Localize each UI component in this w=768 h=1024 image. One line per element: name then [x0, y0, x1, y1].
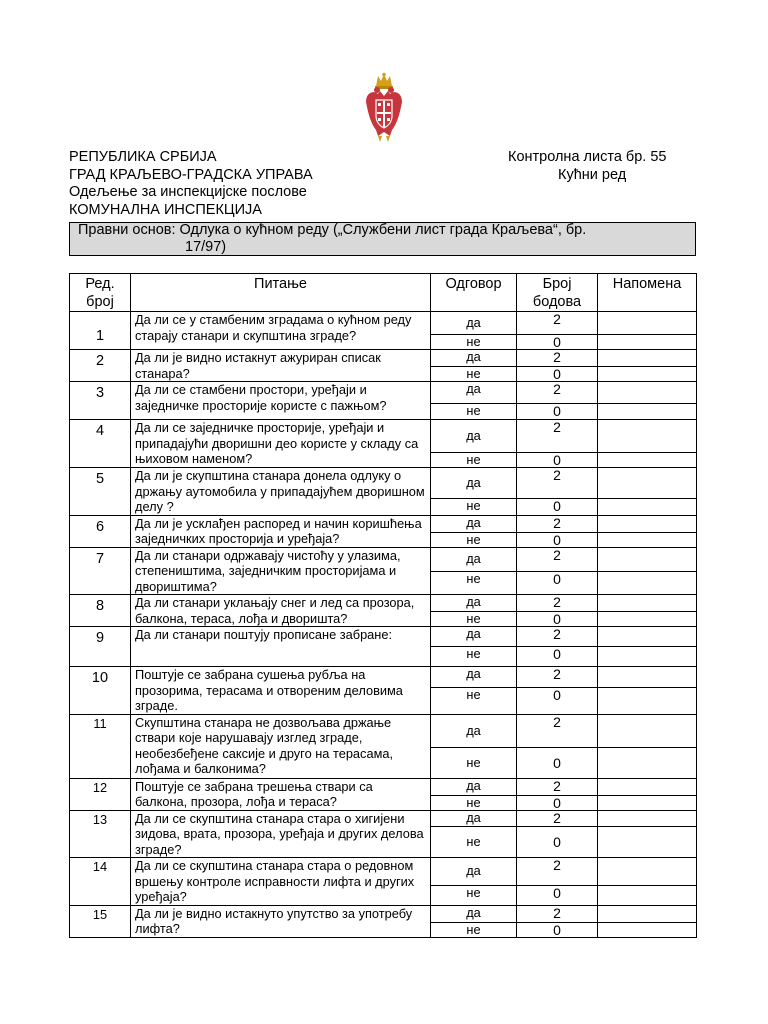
- table-row: [70, 858, 697, 886]
- note-cell[interactable]: [598, 350, 697, 367]
- answer-no[interactable]: не: [431, 826, 517, 857]
- answer-yes[interactable]: да: [431, 468, 517, 499]
- points-no: 0: [517, 747, 598, 778]
- question-text: Да ли се стамбени простори, уређаји и заједничке просторије користе с пажњом?: [131, 382, 431, 420]
- department-heading: Одељење за инспекцијске послове: [69, 184, 307, 200]
- legal-basis-line-2: 17/97): [185, 239, 227, 255]
- note-cell[interactable]: [598, 687, 697, 714]
- question-text: Да ли станари поштују прописане забране:: [131, 627, 431, 667]
- row-number: 5: [70, 468, 131, 516]
- row-number: 6: [70, 515, 131, 547]
- row-number: 3: [70, 382, 131, 420]
- points-no: 0: [517, 647, 598, 667]
- points-yes: 2: [517, 714, 598, 747]
- checklist-title: Кућни ред: [558, 167, 627, 183]
- points-yes: 2: [517, 547, 598, 572]
- note-cell[interactable]: [598, 647, 697, 667]
- note-cell[interactable]: [598, 367, 697, 382]
- table-row: [70, 468, 697, 499]
- question-text: Да ли се у стамбеним зградама о кућном реду старају станари и скупштина зграде?: [131, 312, 431, 350]
- answer-no[interactable]: не: [431, 885, 517, 905]
- table-row: [70, 627, 697, 647]
- question-text: Да ли се заједничке просторије, уређаји и припадајући дворишни део користе у складу са њиховом наменом?: [131, 420, 431, 468]
- note-cell[interactable]: [598, 382, 697, 404]
- checklist-table: [69, 273, 697, 938]
- answer-no[interactable]: не: [431, 453, 517, 468]
- points-yes: 2: [517, 312, 598, 335]
- points-no: 0: [517, 572, 598, 595]
- note-cell[interactable]: [598, 905, 697, 922]
- question-text: Да ли је усклађен распоред и начин коришћења заједничких просторија и уређаја?: [131, 515, 431, 547]
- answer-no[interactable]: не: [431, 367, 517, 382]
- checklist-number: Контролна листа бр. 55: [508, 149, 667, 165]
- points-yes: 2: [517, 595, 598, 612]
- question-text: Да ли станари одржавају чистоћу у улазима, степеништима, заједничким просторијама и двориштима?: [131, 547, 431, 595]
- answer-no[interactable]: не: [431, 747, 517, 778]
- column-header-note: Напомена: [598, 274, 697, 312]
- points-no: 0: [517, 453, 598, 468]
- question-text: Поштује се забрана сушења рубља на прозорима, терасама и отвореним деловима зграде.: [131, 667, 431, 715]
- column-header-answer: Одговор: [431, 274, 517, 312]
- row-number: 2: [70, 350, 131, 382]
- note-cell[interactable]: [598, 532, 697, 547]
- row-number: 8: [70, 595, 131, 627]
- answer-yes[interactable]: да: [431, 810, 517, 826]
- points-no: 0: [517, 885, 598, 905]
- question-text: Да ли је скупштина станара донела одлуку о држању аутомобила у припадајућем дворишном делу ?: [131, 468, 431, 516]
- question-text: Да ли станари уклањају снег и лед са прозора, балкона, тераса, лођа и дворишта?: [131, 595, 431, 627]
- answer-no[interactable]: не: [431, 922, 517, 937]
- answer-yes[interactable]: да: [431, 595, 517, 612]
- row-number: 15: [70, 905, 131, 937]
- city-administration-heading: ГРАД КРАЉЕВО-ГРАДСКА УПРАВА: [69, 167, 313, 183]
- question-text: Поштује се забрана трешења ствари са балкона, прозора, лођа и тераса?: [131, 778, 431, 810]
- points-yes: 2: [517, 667, 598, 688]
- answer-yes[interactable]: да: [431, 667, 517, 688]
- table-row: [70, 595, 697, 612]
- note-cell[interactable]: [598, 420, 697, 453]
- points-no: 0: [517, 498, 598, 515]
- note-cell[interactable]: [598, 611, 697, 626]
- legal-basis-line-1: Правни основ: Одлука о кућном реду („Службени лист града Краљева“, бр.: [78, 222, 587, 238]
- coat-of-arms-emblem: [364, 72, 404, 144]
- note-cell[interactable]: [598, 335, 697, 350]
- answer-no[interactable]: не: [431, 795, 517, 810]
- note-cell[interactable]: [598, 714, 697, 747]
- points-yes: 2: [517, 627, 598, 647]
- points-no: 0: [517, 404, 598, 420]
- points-yes: 2: [517, 905, 598, 922]
- row-number: 13: [70, 810, 131, 858]
- points-no: 0: [517, 532, 598, 547]
- row-number: 10: [70, 667, 131, 715]
- points-yes: 2: [517, 778, 598, 795]
- points-no: 0: [517, 367, 598, 382]
- republic-heading: РЕПУБЛИКА СРБИЈА: [69, 149, 217, 165]
- points-no: 0: [517, 922, 598, 937]
- table-row: [70, 382, 697, 404]
- note-cell[interactable]: [598, 547, 697, 572]
- answer-no[interactable]: не: [431, 647, 517, 667]
- answer-yes[interactable]: да: [431, 858, 517, 886]
- note-cell[interactable]: [598, 515, 697, 532]
- row-number: 9: [70, 627, 131, 667]
- answer-yes[interactable]: да: [431, 312, 517, 335]
- table-row: [70, 312, 697, 335]
- table-header-row: [70, 274, 697, 312]
- points-no: 0: [517, 795, 598, 810]
- points-no: 0: [517, 826, 598, 857]
- question-text: Да ли је видно истакнут ажуриран списак станара?: [131, 350, 431, 382]
- points-yes: 2: [517, 350, 598, 367]
- answer-yes[interactable]: да: [431, 627, 517, 647]
- answer-no[interactable]: не: [431, 532, 517, 547]
- table-row: [70, 350, 697, 367]
- question-text: Скупштина станара не дозвољава држање ствари које нарушавају изглед зграде, необезбеђене саксије и друго на терасама, лођама и балконима?: [131, 714, 431, 778]
- row-number: 1: [70, 312, 131, 350]
- answer-no[interactable]: не: [431, 572, 517, 595]
- answer-yes[interactable]: да: [431, 350, 517, 367]
- column-header-number: Ред. број: [70, 274, 131, 312]
- note-cell[interactable]: [598, 453, 697, 468]
- table-row: [70, 810, 697, 826]
- row-number: 12: [70, 778, 131, 810]
- question-text: Да ли се скупштина станара стара о редовном вршењу контроле исправности лифта и других уређаја?: [131, 858, 431, 906]
- note-cell[interactable]: [598, 810, 697, 826]
- note-cell[interactable]: [598, 595, 697, 612]
- answer-no[interactable]: не: [431, 335, 517, 350]
- table-row: [70, 420, 697, 453]
- points-yes: 2: [517, 515, 598, 532]
- row-number: 7: [70, 547, 131, 595]
- row-number: 11: [70, 714, 131, 778]
- note-cell[interactable]: [598, 747, 697, 778]
- answer-no[interactable]: не: [431, 611, 517, 626]
- column-header-points: Број бодова: [517, 274, 598, 312]
- row-number: 14: [70, 858, 131, 906]
- answer-yes[interactable]: да: [431, 714, 517, 747]
- note-cell[interactable]: [598, 498, 697, 515]
- points-yes: 2: [517, 382, 598, 404]
- table-row: [70, 778, 697, 795]
- table-row: [70, 714, 697, 747]
- answer-yes[interactable]: да: [431, 420, 517, 453]
- answer-yes[interactable]: да: [431, 382, 517, 404]
- question-text: Да ли се скупштина станара стара о хигијени зидова, врата, прозора, уређаја и других делова зграде?: [131, 810, 431, 858]
- table-row: [70, 547, 697, 572]
- note-cell[interactable]: [598, 627, 697, 647]
- note-cell[interactable]: [598, 922, 697, 937]
- row-number: 4: [70, 420, 131, 468]
- question-text: Да ли је видно истакнуто упутство за употребу лифта?: [131, 905, 431, 937]
- note-cell[interactable]: [598, 778, 697, 795]
- answer-yes[interactable]: да: [431, 515, 517, 532]
- legal-basis-box: [69, 222, 696, 256]
- answer-yes[interactable]: да: [431, 905, 517, 922]
- points-yes: 2: [517, 810, 598, 826]
- answer-no[interactable]: не: [431, 498, 517, 515]
- note-cell[interactable]: [598, 572, 697, 595]
- table-row: [70, 905, 697, 922]
- note-cell[interactable]: [598, 858, 697, 886]
- answer-no[interactable]: не: [431, 687, 517, 714]
- table-row: [70, 667, 697, 688]
- note-cell[interactable]: [598, 795, 697, 810]
- answer-no[interactable]: не: [431, 404, 517, 420]
- answer-yes[interactable]: да: [431, 778, 517, 795]
- points-no: 0: [517, 611, 598, 626]
- note-cell[interactable]: [598, 826, 697, 857]
- points-yes: 2: [517, 858, 598, 886]
- note-cell[interactable]: [598, 667, 697, 688]
- note-cell[interactable]: [598, 312, 697, 335]
- table-row: [70, 515, 697, 532]
- column-header-question: Питање: [131, 274, 431, 312]
- points-no: 0: [517, 687, 598, 714]
- note-cell[interactable]: [598, 885, 697, 905]
- note-cell[interactable]: [598, 468, 697, 499]
- inspection-heading: КОМУНАЛНА ИНСПЕКЦИЈА: [69, 202, 262, 218]
- points-yes: 2: [517, 420, 598, 453]
- points-no: 0: [517, 335, 598, 350]
- note-cell[interactable]: [598, 404, 697, 420]
- answer-yes[interactable]: да: [431, 547, 517, 572]
- points-yes: 2: [517, 468, 598, 499]
